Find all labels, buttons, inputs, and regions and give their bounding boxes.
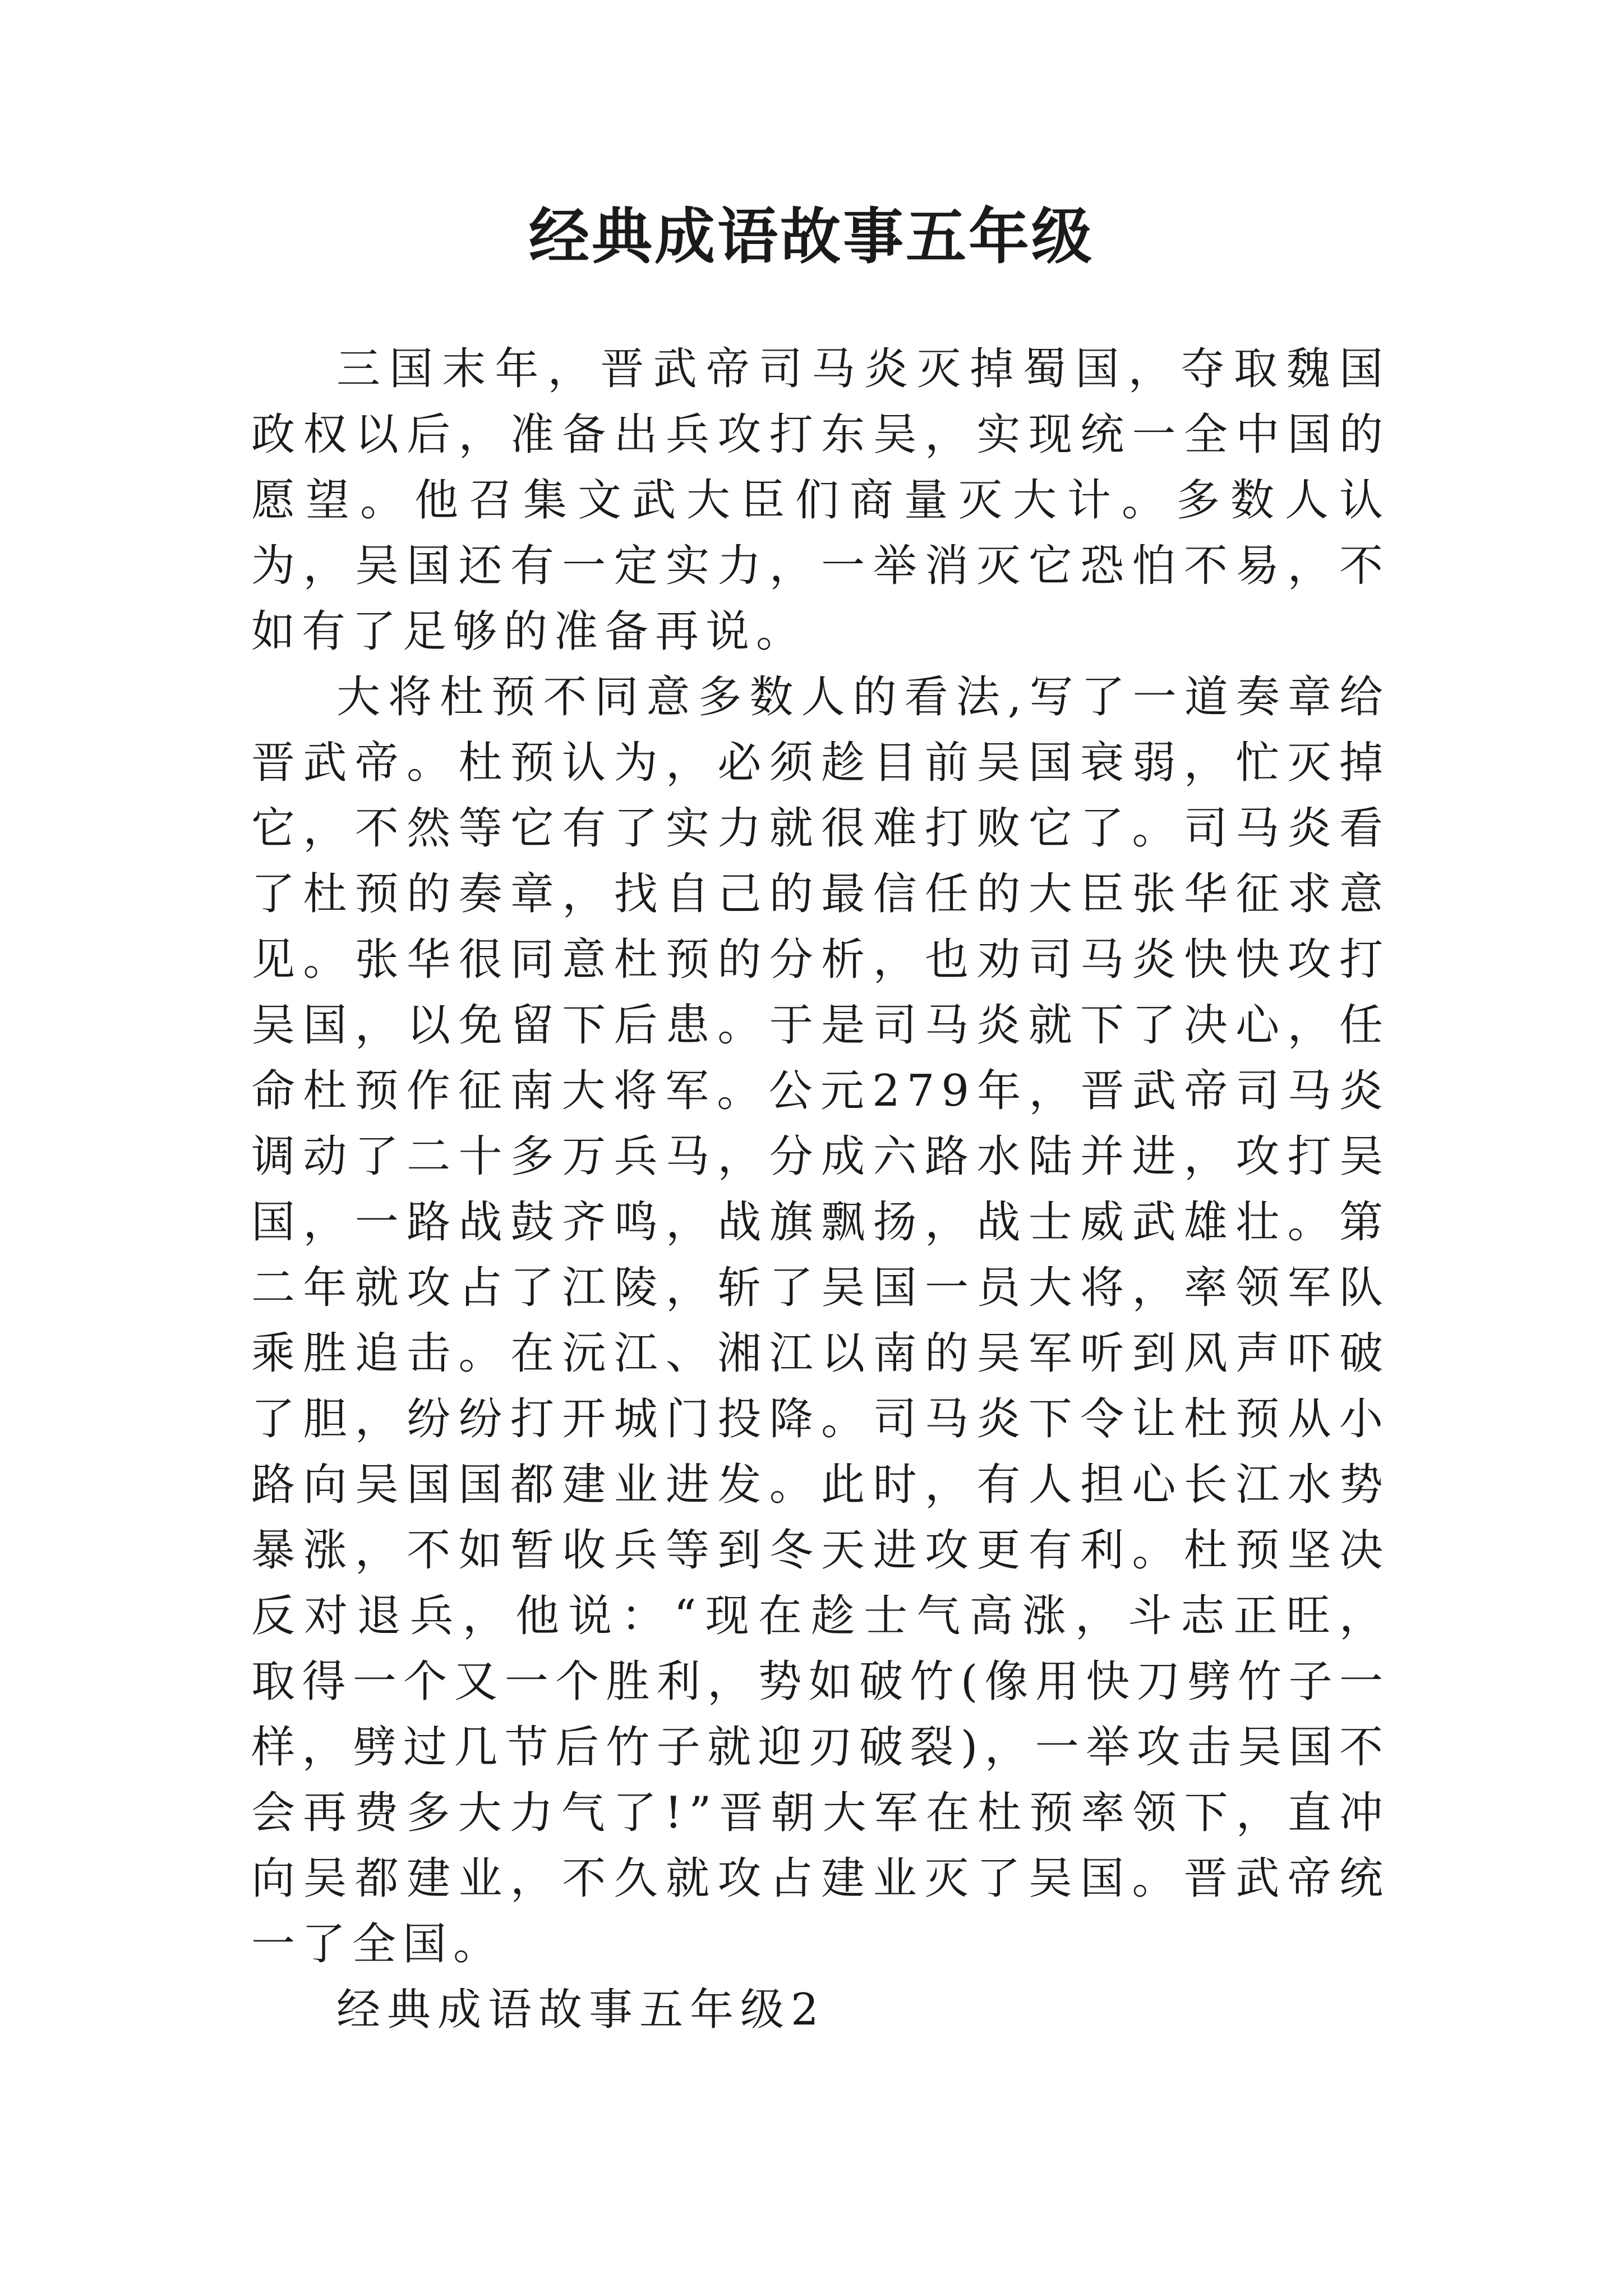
document-title: 经典成语故事五年级 [528, 201, 1094, 272]
section-heading: 经典成语故事五年级2 [336, 1985, 826, 2035]
document-body [251, 337, 1390, 2043]
paragraph-1: 三国末年，晋武帝司马炎灭掉蜀国，夺取魏国政权以后，准备出兵攻打东吴，实现统一全中国的愿望。他召集文武大臣们商量灭大计。多数人认为，吴国还有一定实力，一举消灭它恐怕不易，不如有了足够的准备再说。 [251, 344, 1390, 657]
paragraph-2: 大将杜预不同意多数人的看法,写了一道奏章给晋武帝。杜预认为，必须趁目前吴国衰弱，忙灭掉它，不然等它有了实力就很难打败它了。司马炎看了杜预的奏章，找自己的最信任的大臣张华征求意见。张华很同意杜预的分析，也劝司马炎快快攻打吴国，以免留下后患。于是司马炎就下了决心，任命杜预作征南大将军。公元279年，晋武帝司马炎调动了二十多万兵马，分成六路水陆并进，攻打吴国，一路战鼓齐鸣，战旗飘扬，战士威武雄壮。第二年就攻占了江陵，斩了吴国一员大将，率领军队乘胜追击。在沅江、湘江以南的吴军听到风声吓破了胆，纷纷打开城门投降。司马炎下令让杜预从小路向吴国国都建业进发。此时，有人担心长江水势暴涨，不如暂收兵等到冬天进攻更有利。杜预坚决反对退兵，他说：“现在趁士气高涨，斗志正旺，取得一个又一个胜利，势如破竹(像用快刀劈竹子一样，劈过几节后竹子就迎刃破裂)，一举攻击吴国不会再费多大力气了!”晋朝大军在杜预率领下，直冲向吴都建业，不久就攻占建业灭了吴国。晋武帝统一了全国。 [251, 672, 1390, 1970]
